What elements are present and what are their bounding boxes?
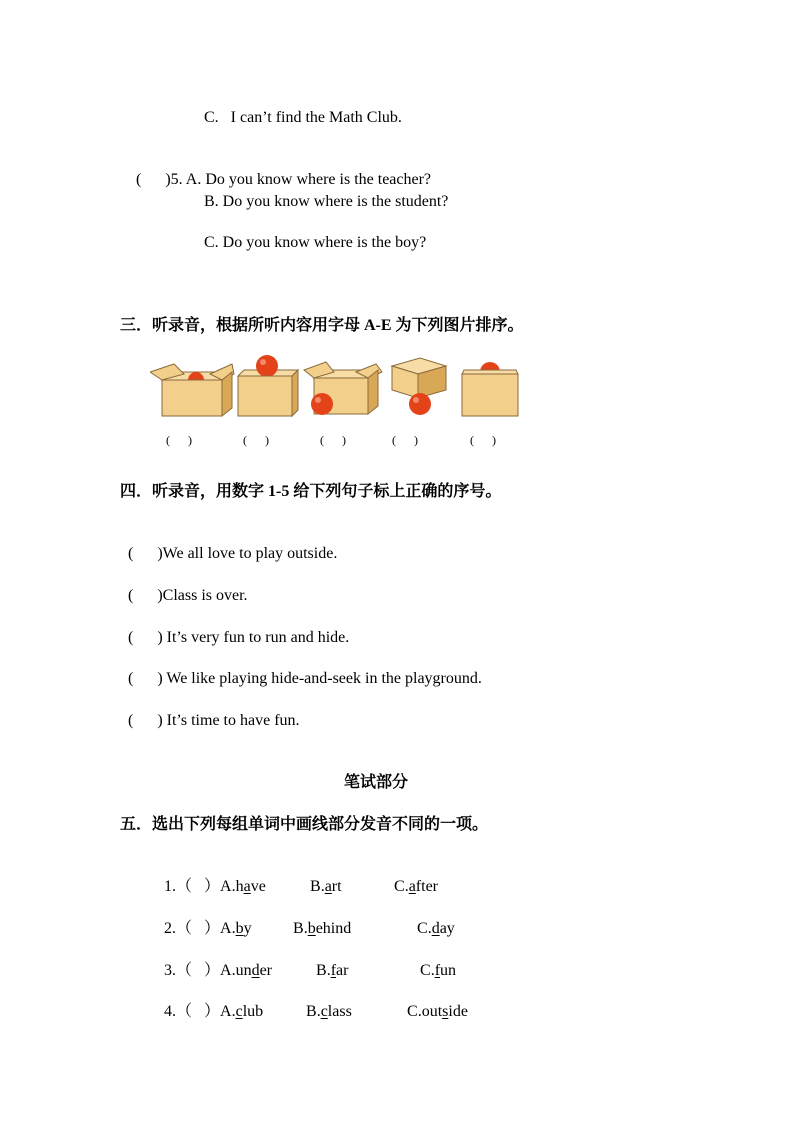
answer-paren[interactable]: ( ) — [128, 587, 163, 604]
sentence-text: It’s very fun to run and hide. — [162, 629, 350, 646]
answer-paren[interactable]: ( ) — [136, 171, 171, 188]
question-number[interactable]: 3.（ ） — [164, 962, 221, 979]
sentence-text: We like playing hide-and-seek in the playground. — [162, 670, 482, 687]
answer-paren[interactable]: ( ) — [128, 670, 163, 687]
option-c: C.day — [417, 920, 455, 937]
sentence-row — [120, 649, 482, 689]
phonics-row — [156, 941, 456, 981]
picture-box-ball-under — [392, 358, 446, 415]
option-b: B.far — [316, 962, 349, 979]
section4-title: 四．听录音，用数字 1-5 给下列句子标上正确的序号。 — [120, 483, 502, 500]
section5-title: 五．选出下列每组单词中画线部分发音不同的一项。 — [120, 816, 489, 833]
picture-box-ball-behind — [462, 362, 518, 416]
option-c: C.fun — [420, 962, 457, 979]
picture-blank-d[interactable]: ( ) — [392, 433, 418, 447]
sentence-row — [120, 524, 337, 564]
phonics-row — [156, 982, 468, 1022]
box-pictures — [150, 352, 530, 422]
picture-blank-c[interactable]: ( ) — [320, 433, 346, 447]
written-part-title: 笔试部分 — [344, 774, 409, 791]
picture-blank-b[interactable]: ( ) — [243, 433, 269, 447]
option-a: A.by — [220, 920, 252, 937]
question-number[interactable]: 4.（ ） — [164, 1003, 221, 1020]
sentence-row — [120, 691, 300, 731]
option-c: C.after — [394, 878, 438, 895]
sentence-text: It’s time to have fun. — [162, 712, 300, 729]
section3-title: 三．听录音，根据所听内容用字母 A-E 为下列图片排序。 — [120, 317, 524, 334]
picture-box-ball-inside — [150, 364, 234, 416]
question-number[interactable]: 1.（ ） — [164, 878, 221, 895]
option-b: B.class — [306, 1003, 352, 1020]
option-b: B.behind — [293, 920, 352, 937]
option-a: A.under — [220, 962, 273, 979]
option-a: A.have — [220, 878, 266, 895]
q4-option-c: C. I can’t find the Math Club. — [204, 109, 402, 126]
option-a: A.club — [220, 1003, 264, 1020]
q5-option-b: B. Do you know where is the student? — [204, 193, 449, 210]
answer-paren[interactable]: ( ) — [128, 629, 163, 646]
option-c: C.outside — [407, 1003, 468, 1020]
answer-paren[interactable]: ( ) — [128, 545, 163, 562]
q5-option-a — [128, 150, 431, 190]
picture-box-ball-in-front — [304, 362, 382, 415]
picture-blank-a[interactable]: ( ) — [166, 433, 192, 447]
answer-paren[interactable]: ( ) — [128, 712, 163, 729]
sentence-text: Class is over. — [162, 587, 248, 604]
option-b: B.art — [310, 878, 342, 895]
phonics-row — [156, 857, 438, 897]
phonics-row — [156, 899, 455, 939]
sentence-row — [120, 566, 248, 606]
picture-box-ball-on-top — [238, 355, 298, 416]
question-number[interactable]: 2.（ ） — [164, 920, 221, 937]
q5-text-a: 5. A. Do you know where is the teacher? — [170, 171, 432, 188]
picture-blank-e[interactable]: ( ) — [470, 433, 496, 447]
q5-option-c: C. Do you know where is the boy? — [204, 234, 427, 251]
sentence-text: We all love to play outside. — [162, 545, 338, 562]
sentence-row — [120, 608, 349, 648]
